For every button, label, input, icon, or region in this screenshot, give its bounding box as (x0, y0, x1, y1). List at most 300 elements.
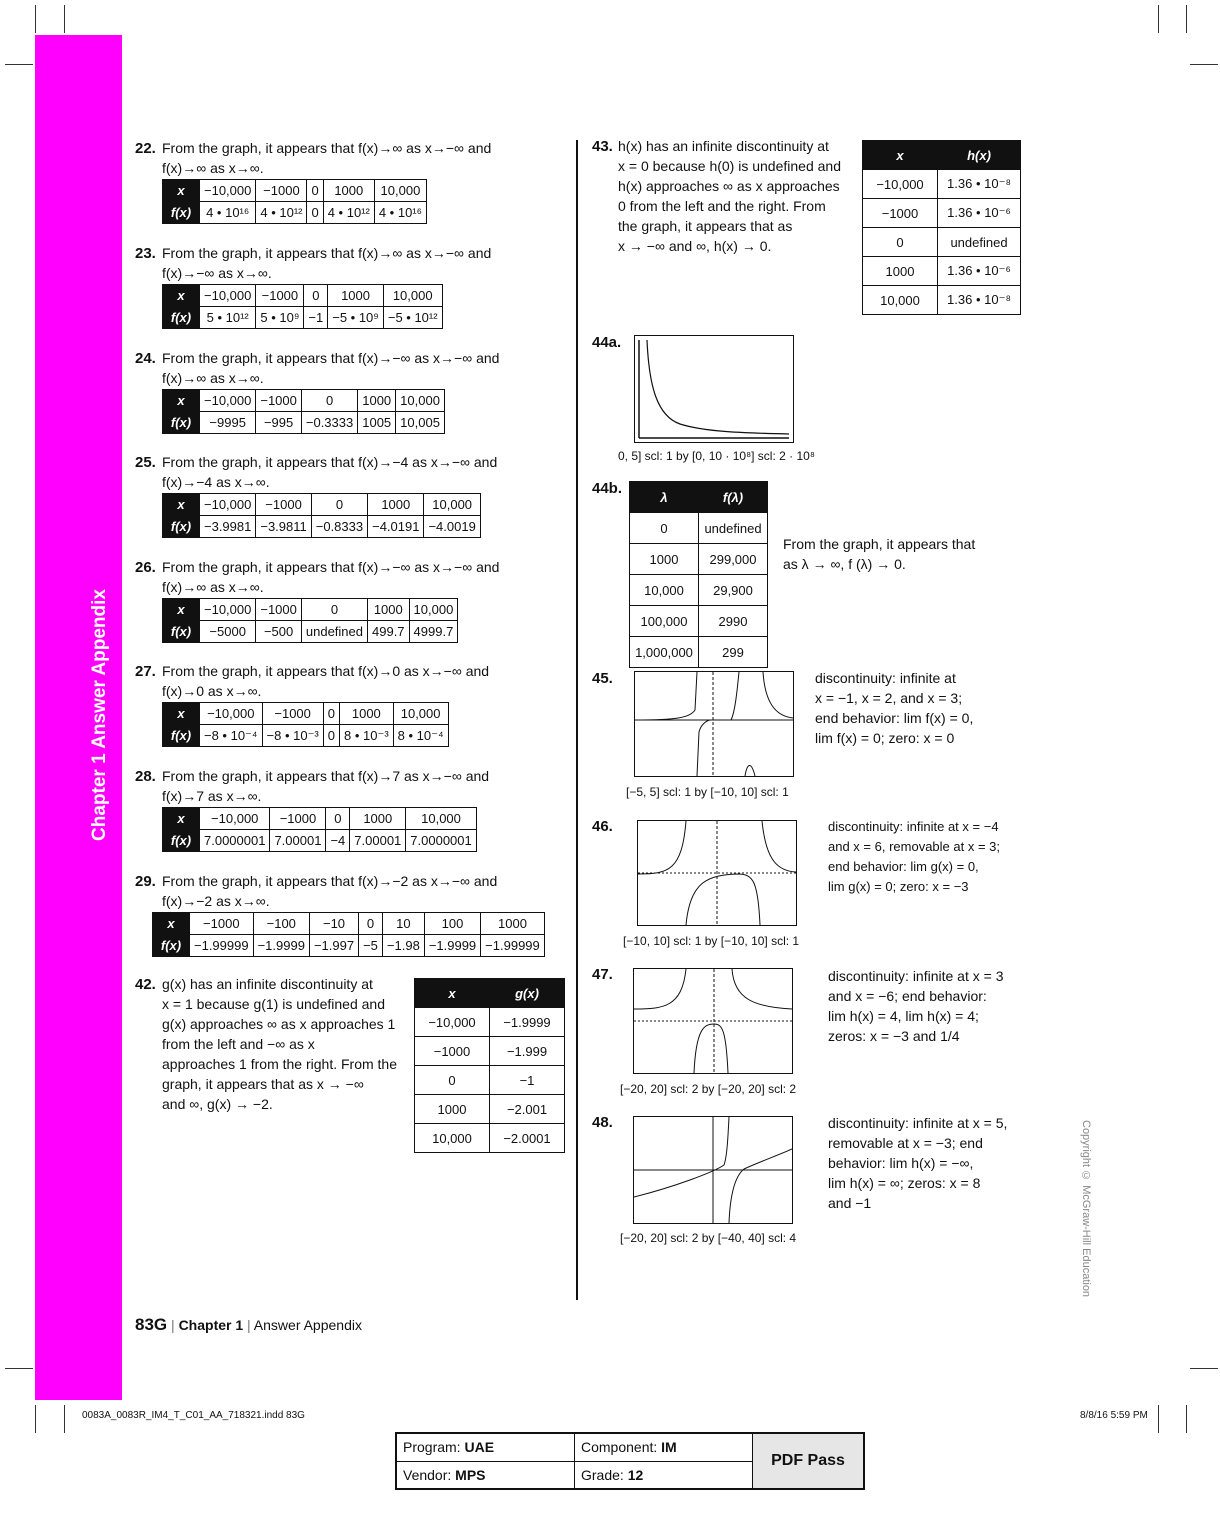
table-row (863, 228, 1021, 257)
text-line: x = −1, x = 2, and x = 3; (815, 690, 963, 706)
problem-text (162, 138, 562, 178)
table-row (163, 494, 481, 516)
table-cell: −10,000 (200, 494, 256, 516)
table-cell: −1000 (256, 494, 311, 516)
table-cell: −500 (256, 621, 302, 643)
table-cell: 5 • 10⁹ (256, 307, 304, 329)
text-line: zeros: x = −3 and 1/4 (828, 1028, 960, 1044)
table-row (415, 1008, 565, 1037)
crop-mark (35, 5, 36, 33)
table-row (863, 286, 1021, 315)
table-cell: −10,000 (200, 285, 256, 307)
text-line: from the left and −∞ as x (162, 1036, 315, 1052)
curve (745, 765, 755, 776)
table-row (163, 390, 445, 412)
table-cell: 7.00001 (350, 830, 406, 852)
table-header-row (630, 482, 768, 513)
problem-block (135, 766, 555, 804)
table-cell: 10,000 (374, 180, 426, 202)
row-header: x (163, 180, 200, 202)
text-line: discontinuity: infinite at x = 5, (828, 1115, 1008, 1131)
table-row (163, 808, 477, 830)
text-line: f(x)→∞ as x→∞. (162, 579, 264, 595)
table-cell: undefined (699, 513, 768, 544)
problem-number: 23. (135, 245, 156, 262)
crop-mark (1158, 1405, 1159, 1433)
table-cell: 0 (323, 725, 339, 747)
problem-text (828, 817, 1028, 897)
component-cell: Component: IM (575, 1433, 753, 1461)
table-cell: −1.98 (382, 935, 424, 957)
table-cell: −1 (304, 307, 328, 329)
table-cell: 10,000 (409, 599, 458, 621)
problem-text (828, 966, 1028, 1046)
table-cell: 0 (415, 1066, 490, 1095)
table-cell: −10,000 (415, 1008, 490, 1037)
table-cell: 7.0000001 (200, 830, 270, 852)
table-cell: 10,000 (383, 285, 442, 307)
problem-43 (592, 136, 852, 254)
table-cell: 10,000 (863, 286, 938, 315)
text-line: and ∞, g(x) → −2. (162, 1096, 273, 1112)
curve (729, 1149, 792, 1223)
table-cell: −3.9981 (200, 516, 256, 538)
table-cell: −1.9999 (490, 1008, 565, 1037)
problem-number: 26. (135, 559, 156, 576)
table-cell: −10,000 (200, 808, 270, 830)
table-cell: −0.3333 (301, 412, 357, 434)
crop-mark (1186, 5, 1187, 33)
table-cell: −8 • 10⁻³ (262, 725, 323, 747)
table-cell: −1000 (190, 913, 254, 935)
window-caption: [−20, 20] scl: 2 by [−20, 20] scl: 2 (620, 1082, 797, 1096)
values-table (162, 493, 481, 538)
table-cell: −10,000 (863, 170, 938, 199)
table-cell: 100 (424, 913, 480, 935)
problem-number: 48. (592, 1114, 613, 1131)
text-line: From the graph, it appears that f(x)→∞ as x→−∞ and (162, 245, 492, 261)
table-cell: −1 (490, 1066, 565, 1095)
table-cell: −1.99999 (481, 935, 545, 957)
problem-number: 43. (592, 138, 613, 155)
column-header: g(x) (490, 979, 565, 1008)
section-label: Answer Appendix (253, 1317, 362, 1333)
table-cell: 10,000 (424, 494, 480, 516)
table-row (415, 1124, 565, 1153)
table-cell: 1.36 • 10⁻⁶ (938, 257, 1021, 286)
problem-number: 44b. (592, 480, 623, 497)
graph-48 (633, 1116, 793, 1224)
table-cell: −5000 (200, 621, 256, 643)
table-row (163, 180, 427, 202)
text-line: f(x)→7 as x→∞. (162, 788, 262, 804)
text-line: x = 1 because g(1) is undefined and (162, 996, 385, 1012)
text-line: From the graph, it appears that f(x)→−∞ as x→−∞ and (162, 350, 500, 366)
problem-42 (135, 974, 405, 1112)
table-cell: 1.36 • 10⁻⁸ (938, 170, 1021, 199)
problem-number: 22. (135, 140, 156, 157)
text-line: removable at x = −3; end (828, 1135, 983, 1151)
text-line: h(x) has an infinite discontinuity at (618, 138, 829, 154)
table-row (163, 703, 449, 725)
text-line: g(x) approaches ∞ as x approaches 1 (162, 1016, 396, 1032)
table-row (630, 637, 768, 668)
table-cell: −1000 (262, 703, 323, 725)
table-cell: 499.7 (368, 621, 410, 643)
column-header: h(x) (938, 141, 1021, 170)
crop-mark (35, 1405, 36, 1433)
table-cell: −5 (359, 935, 383, 957)
problem-text (162, 243, 562, 283)
table-cell: 4999.7 (409, 621, 458, 643)
row-header: f(x) (163, 621, 200, 643)
table-row (163, 725, 449, 747)
text-line: and x = −6; end behavior: (828, 988, 987, 1004)
curve (731, 672, 739, 720)
problem-block (135, 557, 555, 595)
graph-47 (633, 968, 793, 1074)
table-cell: −1000 (863, 199, 938, 228)
crop-mark (5, 64, 33, 65)
table-cell: 299,000 (699, 544, 768, 575)
table-cell: 10,000 (630, 575, 699, 606)
table-cell: 100,000 (630, 606, 699, 637)
problem-text (815, 668, 1030, 748)
table-cell: 4 • 10¹⁶ (374, 202, 426, 224)
table-row (163, 412, 445, 434)
table-row (163, 599, 458, 621)
text-line: f(x)→−2 as x→∞. (162, 893, 270, 909)
table-row (163, 202, 427, 224)
text-line: x = 0 because h(0) is undefined and (618, 158, 841, 174)
table-cell: −2.0001 (490, 1124, 565, 1153)
table-cell: 8 • 10⁻⁴ (393, 725, 448, 747)
table-cell: 4 • 10¹⁶ (200, 202, 256, 224)
table-cell: 10,000 (396, 390, 445, 412)
window-caption: [−10, 10] scl: 1 by [−10, 10] scl: 1 (623, 934, 800, 948)
text-line: as λ → ∞, f (λ) → 0. (783, 556, 906, 572)
proof-box (395, 1432, 865, 1490)
crop-mark (64, 5, 65, 33)
table-cell: −10,000 (200, 703, 263, 725)
table-cell: 1000 (323, 180, 374, 202)
program-cell: Program: UAE (396, 1433, 575, 1461)
row-header: f(x) (153, 935, 190, 957)
table-cell: −100 (253, 913, 309, 935)
row-header: x (163, 599, 200, 621)
text-line: and x = 6, removable at x = 3; (828, 839, 1000, 854)
table-cell: −1.9999 (424, 935, 480, 957)
page-footer: 83G | Chapter 1 | Answer Appendix (135, 1315, 362, 1334)
table-row (863, 257, 1021, 286)
chapter-label: Chapter 1 (178, 1317, 244, 1333)
window-caption: [−20, 20] scl: 2 by [−40, 40] scl: 4 (620, 1231, 797, 1245)
problem-block (135, 871, 555, 909)
problem-text (162, 766, 562, 806)
text-line: From the graph, it appears that (783, 536, 976, 552)
curve (697, 720, 711, 776)
table-cell: 1000 (415, 1095, 490, 1124)
column-divider (576, 140, 578, 1300)
text-line: approaches 1 from the right. From the (162, 1056, 397, 1072)
curve (635, 672, 697, 720)
table-cell: 2990 (699, 606, 768, 637)
table-cell: −10,000 (200, 180, 256, 202)
table-cell: 0 (863, 228, 938, 257)
row-header: x (163, 390, 200, 412)
table-cell: 299 (699, 637, 768, 668)
problem-number: 29. (135, 873, 156, 890)
table-row (163, 621, 458, 643)
text-line: From the graph, it appears that f(x)→7 as x→−∞ and (162, 768, 490, 784)
crop-mark (1158, 5, 1159, 33)
table-cell: 0 (301, 599, 367, 621)
text-line: f(x)→∞ as x→∞. (162, 370, 264, 386)
problem-block (135, 138, 555, 176)
table-row (163, 516, 481, 538)
vendor-cell: Vendor: MPS (396, 1461, 575, 1489)
problem-block (135, 452, 555, 490)
text-line: discontinuity: infinite at x = 3 (828, 968, 1004, 984)
text-line: and −1 (828, 1195, 872, 1211)
row-header: x (163, 494, 200, 516)
table-row (630, 606, 768, 637)
problem-number: 47. (592, 966, 613, 983)
curve (686, 874, 760, 925)
table-cell: 10,000 (406, 808, 476, 830)
table-cell: 0 (630, 513, 699, 544)
copyright-note: Copyright © McGraw-Hill Education (1080, 1120, 1092, 1298)
text-line: f(x)→−4 as x→∞. (162, 474, 270, 490)
text-line: lim h(x) = ∞; zeros: x = 8 (828, 1175, 981, 1191)
row-header: x (163, 703, 200, 725)
problem-text (162, 452, 562, 492)
window-caption: [−5, 5] scl: 1 by [−10, 10] scl: 1 (626, 785, 789, 799)
row-header: f(x) (163, 516, 200, 538)
table-row (863, 199, 1021, 228)
table-row (630, 575, 768, 606)
problem-block (135, 348, 555, 386)
text-line: f(x)→−∞ as x→∞. (162, 265, 272, 281)
curve (634, 1117, 729, 1197)
table-cell: −3.9811 (256, 516, 311, 538)
table-row (415, 1095, 565, 1124)
table-cell: 1000 (350, 808, 406, 830)
table-cell: −5 • 10¹² (383, 307, 442, 329)
problem-text (162, 557, 562, 597)
problem-number: 28. (135, 768, 156, 785)
table-cell: 4 • 10¹² (256, 202, 307, 224)
row-header: x (163, 808, 200, 830)
table-cell: −1000 (256, 285, 304, 307)
text-line: From the graph, it appears that f(x)→0 as x→−∞ and (162, 663, 490, 679)
row-header: x (153, 913, 190, 935)
table-cell: −10,000 (200, 390, 256, 412)
table-row (415, 1066, 565, 1095)
text-line: From the graph, it appears that f(x)→−2 as x→−∞ and (162, 873, 498, 889)
curve (763, 672, 793, 718)
table-cell: 0 (307, 202, 323, 224)
curve (762, 821, 796, 872)
table-cell: 29,900 (699, 575, 768, 606)
table-cell: 0 (307, 180, 323, 202)
slug-date: 8/8/16 5:59 PM (1080, 1410, 1148, 1421)
table-cell: 0 (323, 703, 339, 725)
graph-44a (634, 335, 794, 443)
text-line: f(x)→0 as x→∞. (162, 683, 262, 699)
problem-number: 25. (135, 454, 156, 471)
curve (694, 1024, 728, 1073)
sidebar-title: Chapter 1 Answer Appendix (89, 589, 110, 841)
text-line: From the graph, it appears that f(x)→∞ as x→−∞ and (162, 140, 492, 156)
problem-number: 24. (135, 350, 156, 367)
table-cell: undefined (301, 621, 367, 643)
table-cell: −8 • 10⁻⁴ (200, 725, 263, 747)
problem-number: 46. (592, 818, 613, 835)
table-cell: −9995 (200, 412, 256, 434)
problem-text (828, 1113, 1028, 1213)
table-cell: −1000 (415, 1037, 490, 1066)
table-cell: 1000 (368, 599, 410, 621)
table-row (163, 830, 477, 852)
text-line: lim f(x) = 0; zero: x = 0 (815, 730, 955, 746)
table-cell: 10,000 (415, 1124, 490, 1153)
table-cell: 1.36 • 10⁻⁶ (938, 199, 1021, 228)
values-table (162, 807, 477, 852)
table-cell: 1.36 • 10⁻⁸ (938, 286, 1021, 315)
pdf-pass-label: PDF Pass (753, 1433, 865, 1489)
table-row (863, 170, 1021, 199)
problem-text (162, 348, 562, 388)
crop-mark (64, 1405, 65, 1433)
column-header: x (863, 141, 938, 170)
table-row (630, 544, 768, 575)
values-table (152, 912, 545, 957)
table-cell: −1.999 (490, 1037, 565, 1066)
text-line: graph, it appears that as x → −∞ (162, 1076, 364, 1092)
problem-block (135, 243, 555, 281)
values-table (162, 702, 449, 747)
text-line: the graph, it appears that as (618, 218, 793, 234)
row-header: f(x) (163, 307, 200, 329)
page-number: 83G (135, 1315, 168, 1334)
text-line: g(x) has an infinite discontinuity at (162, 976, 373, 992)
table-cell: −1000 (256, 599, 302, 621)
table-cell: 1,000,000 (630, 637, 699, 668)
problem-text (162, 974, 412, 1114)
text-line: f(x)→∞ as x→∞. (162, 160, 264, 176)
table-cell: −4.0191 (368, 516, 424, 538)
problem-text (162, 661, 562, 701)
row-header: f(x) (163, 830, 200, 852)
text-line: discontinuity: infinite at (815, 670, 956, 686)
table-cell: 0 (326, 808, 350, 830)
text-line: lim g(x) = 0; zero: x = −3 (828, 879, 969, 894)
crop-mark (1190, 64, 1218, 65)
problem-number: 44a. (592, 334, 622, 351)
problem-text (618, 136, 858, 256)
table-cell: 0 (311, 494, 367, 516)
problem-number: 42. (135, 976, 156, 993)
values-table (162, 598, 458, 643)
table-cell: −5 • 10⁹ (328, 307, 384, 329)
table-cell: 10 (382, 913, 424, 935)
text-line: discontinuity: infinite at x = −4 (828, 819, 999, 834)
table-cell: −1.9999 (253, 935, 309, 957)
curve (732, 969, 792, 1009)
crop-mark (5, 1368, 33, 1369)
table-cell: −10 (309, 913, 358, 935)
table-cell: 7.00001 (270, 830, 326, 852)
table-cell: −1000 (256, 180, 307, 202)
text-line: lim h(x) = 4, lim h(x) = 4; (828, 1008, 979, 1024)
slug-file: 0083A_0083R_IM4_T_C01_AA_718321.indd 83G (82, 1410, 305, 1421)
table-cell: 1000 (340, 703, 394, 725)
text-line: h(x) approaches ∞ as x approaches (618, 178, 840, 194)
table-cell: 10,005 (396, 412, 445, 434)
values-table (162, 284, 443, 329)
crop-mark (1190, 1368, 1218, 1369)
problem-number: 27. (135, 663, 156, 680)
table-cell: −1000 (256, 390, 302, 412)
table-header-row (415, 979, 565, 1008)
window-caption: 0, 5] scl: 1 by [0, 10 · 10⁸] scl: 2 · 10⁸ (618, 449, 815, 463)
table-row (630, 513, 768, 544)
row-header: f(x) (163, 412, 200, 434)
table-cell: 8 • 10⁻³ (340, 725, 394, 747)
table-cell: 5 • 10¹² (200, 307, 256, 329)
table-cell: 1000 (481, 913, 545, 935)
column-header: x (415, 979, 490, 1008)
text-line: end behavior: lim f(x) = 0, (815, 710, 974, 726)
values-table (162, 389, 445, 434)
table-cell: −2.001 (490, 1095, 565, 1124)
text-line: From the graph, it appears that f(x)→−4 as x→−∞ and (162, 454, 498, 470)
table-row (153, 913, 545, 935)
problem-text (162, 871, 562, 911)
text-line: 0 from the left and the right. From (618, 198, 826, 214)
table-cell: −1.997 (309, 935, 358, 957)
table-cell: 0 (301, 390, 357, 412)
problem-number: 45. (592, 670, 613, 687)
text-line: From the graph, it appears that f(x)→−∞ as x→−∞ and (162, 559, 500, 575)
table-cell: −0.8333 (311, 516, 367, 538)
table-cell: 1000 (358, 390, 396, 412)
table-cell: 4 • 10¹² (323, 202, 374, 224)
text-line: behavior: lim h(x) = −∞, (828, 1155, 974, 1171)
text-line: end behavior: lim g(x) = 0, (828, 859, 979, 874)
table-cell: 10,000 (393, 703, 448, 725)
table-cell: −10,000 (200, 599, 256, 621)
table-cell: undefined (938, 228, 1021, 257)
values-table (162, 179, 427, 224)
curve (638, 821, 686, 874)
table-cell: 1000 (863, 257, 938, 286)
table-cell: 7.0000001 (406, 830, 476, 852)
graph-45 (634, 671, 794, 777)
table-cell: 0 (359, 913, 383, 935)
lambda-table (629, 481, 768, 668)
row-header: x (163, 285, 200, 307)
table-cell: −4 (326, 830, 350, 852)
column-header: f(λ) (699, 482, 768, 513)
table-row (153, 935, 545, 957)
problem-block (135, 661, 555, 699)
h-values-table (862, 140, 1021, 315)
curve (647, 340, 789, 434)
row-header: f(x) (163, 202, 200, 224)
table-row (415, 1037, 565, 1066)
